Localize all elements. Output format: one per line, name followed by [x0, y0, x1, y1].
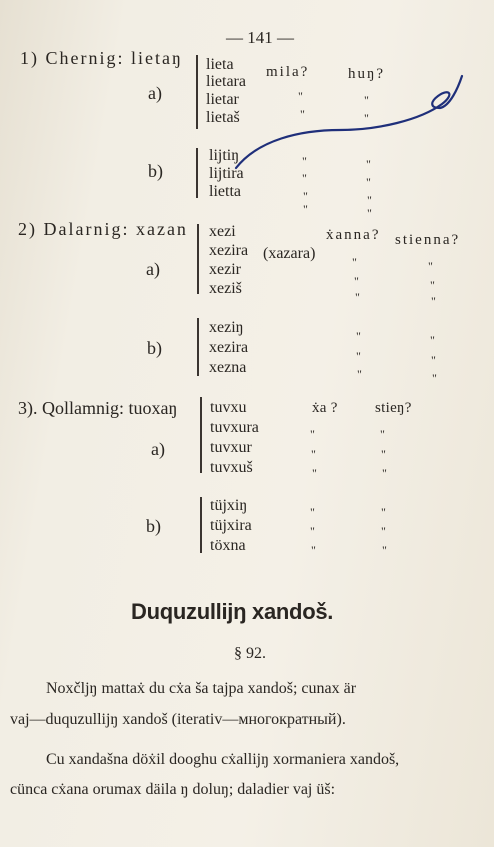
ditto-mark: " — [302, 171, 307, 185]
table-word: lietta — [209, 183, 241, 200]
ditto-mark: " — [366, 157, 371, 171]
ditto-mark: " — [354, 274, 359, 288]
ditto-mark: " — [303, 202, 308, 216]
table-word: xeziš — [209, 280, 242, 297]
ditto-mark: " — [311, 447, 316, 461]
section-3b-marker: b) — [146, 516, 161, 536]
ditto-mark: " — [364, 111, 369, 125]
ditto-mark: " — [310, 505, 315, 519]
ditto-mark: " — [431, 294, 436, 308]
ditto-mark: " — [382, 543, 387, 557]
ditto-mark: " — [432, 371, 437, 385]
section-mark: § 92. — [234, 645, 266, 662]
section-3a-marker: a) — [151, 439, 165, 459]
ditto-mark: " — [356, 349, 361, 363]
ditto-mark: " — [310, 427, 315, 441]
ditto-mark: " — [380, 427, 385, 441]
question-xanna: ẋanna? — [326, 227, 381, 243]
ditto-mark: " — [430, 333, 435, 347]
table-word: lieta — [206, 56, 234, 73]
table-word-note: (xazara) — [263, 245, 316, 262]
section-3-label: 3). Qollamnig: tuoxaŋ — [18, 398, 178, 418]
question-stien: stieŋ? — [375, 400, 412, 416]
ditto-mark: " — [298, 89, 303, 103]
table-word: xezir — [209, 261, 241, 278]
question-hun: huŋ? — [348, 66, 386, 82]
paragraph-line: Noxčljŋ mattaẋ du cẋa ša tajpa xandoš; cunax är — [46, 680, 357, 697]
ditto-mark: " — [367, 193, 372, 207]
ditto-mark: " — [367, 206, 372, 220]
ditto-mark: " — [352, 255, 357, 269]
table-word: tuvxura — [210, 419, 259, 436]
ditto-mark: " — [381, 505, 386, 519]
page-number: — 141 — — [226, 28, 294, 47]
table-word: lietara — [206, 73, 246, 90]
table-word: tüjxira — [210, 517, 252, 534]
ditto-mark: " — [357, 367, 362, 381]
paragraph-line: Cu xandašna döẋil dooghu cẋallijŋ xormaniera xandoš, — [46, 751, 400, 768]
ditto-mark: " — [355, 290, 360, 304]
ditto-mark: " — [428, 259, 433, 273]
ditto-mark: " — [302, 154, 307, 168]
ditto-mark: " — [310, 524, 315, 538]
table-word: lijtira — [209, 165, 244, 182]
ditto-mark: " — [356, 329, 361, 343]
question-stienna: stienna? — [395, 232, 461, 248]
ditto-mark: " — [381, 524, 386, 538]
chapter-heading: Duquzullijŋ xandoš. — [131, 599, 334, 624]
table-word: tuvxu — [210, 399, 247, 416]
table-word: lietar — [206, 91, 239, 108]
section-1b-marker: b) — [148, 161, 163, 181]
section-2-label: 2) Dalarnig: xazan — [18, 219, 188, 239]
table-word: tuvxuš — [210, 459, 253, 476]
table-word: tuvxur — [210, 439, 252, 456]
ditto-mark: " — [311, 543, 316, 557]
table-word: xezna — [209, 359, 247, 376]
ditto-mark: " — [382, 466, 387, 480]
ditto-mark: " — [300, 107, 305, 121]
section-1a-marker: a) — [148, 83, 162, 103]
table-word: tüjxiŋ — [210, 497, 248, 514]
table-word: xezira — [209, 242, 249, 259]
table-word: lietaš — [206, 109, 240, 126]
section-2b-marker: b) — [147, 338, 162, 358]
table-word: xeziŋ — [209, 319, 244, 336]
table-word: xezira — [209, 339, 249, 356]
ditto-mark: " — [312, 466, 317, 480]
paragraph-line: vaj—duquzullijŋ xandoš (iterativ—многократный). — [10, 711, 346, 728]
paragraph-line: cünca cẋana orumax däila ŋ doluŋ; daladier vaj üš: — [10, 781, 336, 798]
ditto-mark: " — [430, 278, 435, 292]
table-word: töxna — [210, 537, 246, 554]
table-word: lijtiŋ — [209, 147, 240, 164]
ditto-mark: " — [303, 189, 308, 203]
ditto-mark: " — [431, 353, 436, 367]
section-1-label: 1) Chernig: lietaŋ — [20, 48, 183, 68]
ditto-mark: " — [366, 175, 371, 189]
question-xa: ẋa ? — [312, 400, 338, 416]
ditto-mark: " — [381, 447, 386, 461]
section-2a-marker: a) — [146, 259, 160, 279]
table-word: xezi — [209, 223, 236, 240]
ditto-mark: " — [364, 93, 369, 107]
question-mila: mila? — [266, 64, 310, 80]
